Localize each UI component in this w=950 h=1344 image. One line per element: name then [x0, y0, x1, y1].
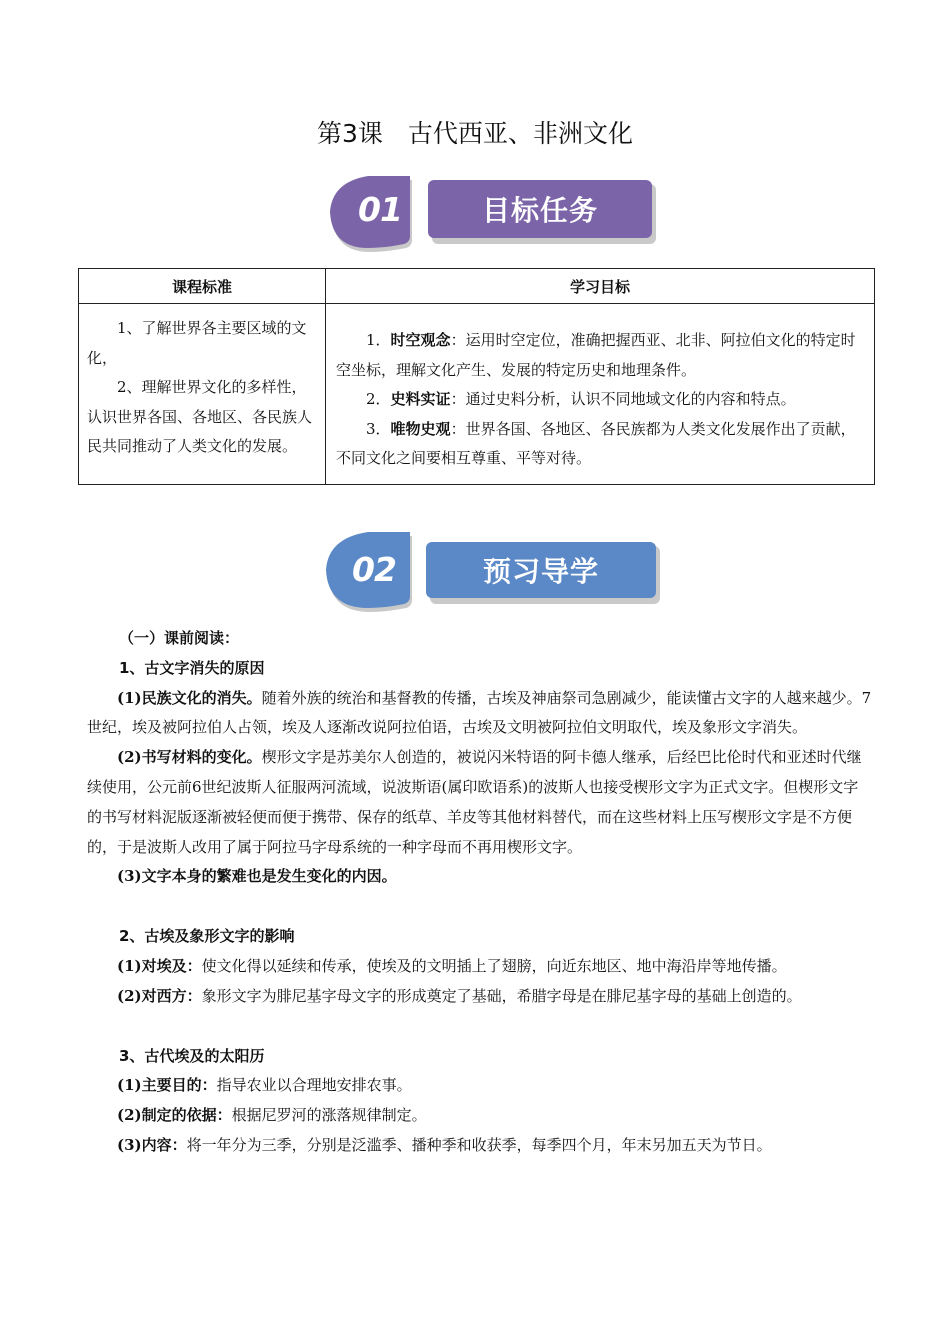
section-badge-02: [326, 530, 662, 612]
topic-title: 3、古代埃及的太阳历: [119, 1046, 265, 1065]
standard-item: 1、了解世界各主要区域的文化，: [87, 319, 307, 367]
objectives-table: [78, 268, 875, 485]
goal-key: 唯物史观: [390, 419, 451, 438]
goal-key: 时空观念: [390, 331, 451, 349]
section-label-02: 预习导学: [426, 542, 656, 598]
section-number-01: 01: [358, 190, 402, 229]
goal-item: 3．唯物史观：世界各国、各地区、各民族都为人类文化发展作出了贡献，不同文化之间要相互尊重、平等对待。: [336, 419, 856, 467]
paragraph: (2)对西方：象形文字为腓尼基字母文字的形成奠定了基础，希腊字母是在腓尼基字母的基础上创造的。: [117, 986, 802, 1005]
goal-item: 2．史料实证：通过史料分析，认识不同地域文化的内容和特点。: [366, 390, 796, 408]
header-learning-goals: 学习目标: [326, 269, 875, 304]
paragraph: (1)民族文化的消失。随着外族的统治和基督教的传播，古埃及神庙祭司急剧减少，能读懂古文字的人越来越少。7世纪，埃及被阿拉伯人占领，埃及人逐渐改说阿拉伯语，古埃及文明被阿拉伯文明取代，埃及象形文字消失。: [87, 688, 872, 737]
section-number-02: 02: [352, 550, 396, 589]
paragraph: (2)制定的依据：根据尼罗河的涨落规律制定。: [117, 1106, 427, 1125]
goal-item: 1．时空观念：运用时空定位，准确把握西亚、北非、阿拉伯文化的特定时空坐标，理解文化产生、发展的特定历史和地理条件。: [336, 331, 856, 379]
paragraph: (2)书写材料的变化。楔形文字是苏美尔人创造的，被说闪米特语的阿卡德人继承，后经巴比伦时代和亚述时代继续使用，公元前6世纪波斯人征服两河流域，说波斯语(属印欧语系)的波斯人也接受楔形文字为正式文字。但楔形文字的书写材料泥版逐渐被轻便而便于携带、保存的纸草、羊皮等其他材料替代，而在这些材料上压写楔形文字是不方便的，于是波斯人改用了属于阿拉马字母系统的一种字母而不再用楔形文字。: [87, 748, 862, 856]
header-course-standard: 课程标准: [79, 269, 326, 304]
standard-item: 2、理解世界文化的多样性，认识世界各国、各地区、各民族人民共同推动了人类文化的发展。: [87, 378, 313, 455]
section-badge-01: [330, 176, 660, 252]
topic-title: 1、古文字消失的原因: [119, 658, 265, 677]
reading-content: [87, 624, 872, 1161]
standards-cell: [79, 304, 326, 485]
section-label-01: 目标任务: [428, 180, 652, 238]
paragraph: (1)主要目的：指导农业以合理地安排农事。: [117, 1076, 412, 1095]
goal-key: 史料实证: [390, 390, 451, 408]
topic-title: 2、古埃及象形文字的影响: [119, 927, 295, 946]
paragraph: (3)内容：将一年分为三季，分别是泛滥季、播种季和收获季，每季四个月，年末另加五天为节日。: [117, 1135, 772, 1154]
reading-heading: （一）课前阅读：: [119, 629, 240, 647]
paragraph: (3)文字本身的繁难也是发生变化的内因。: [117, 867, 397, 886]
page-title: 第3课 古代西亚、非洲文化: [317, 119, 633, 148]
goals-cell: [326, 304, 875, 485]
paragraph: (1)对埃及：使文化得以延续和传承，使埃及的文明插上了翅膀，向近东地区、地中海沿岸等地传播。: [117, 956, 787, 975]
